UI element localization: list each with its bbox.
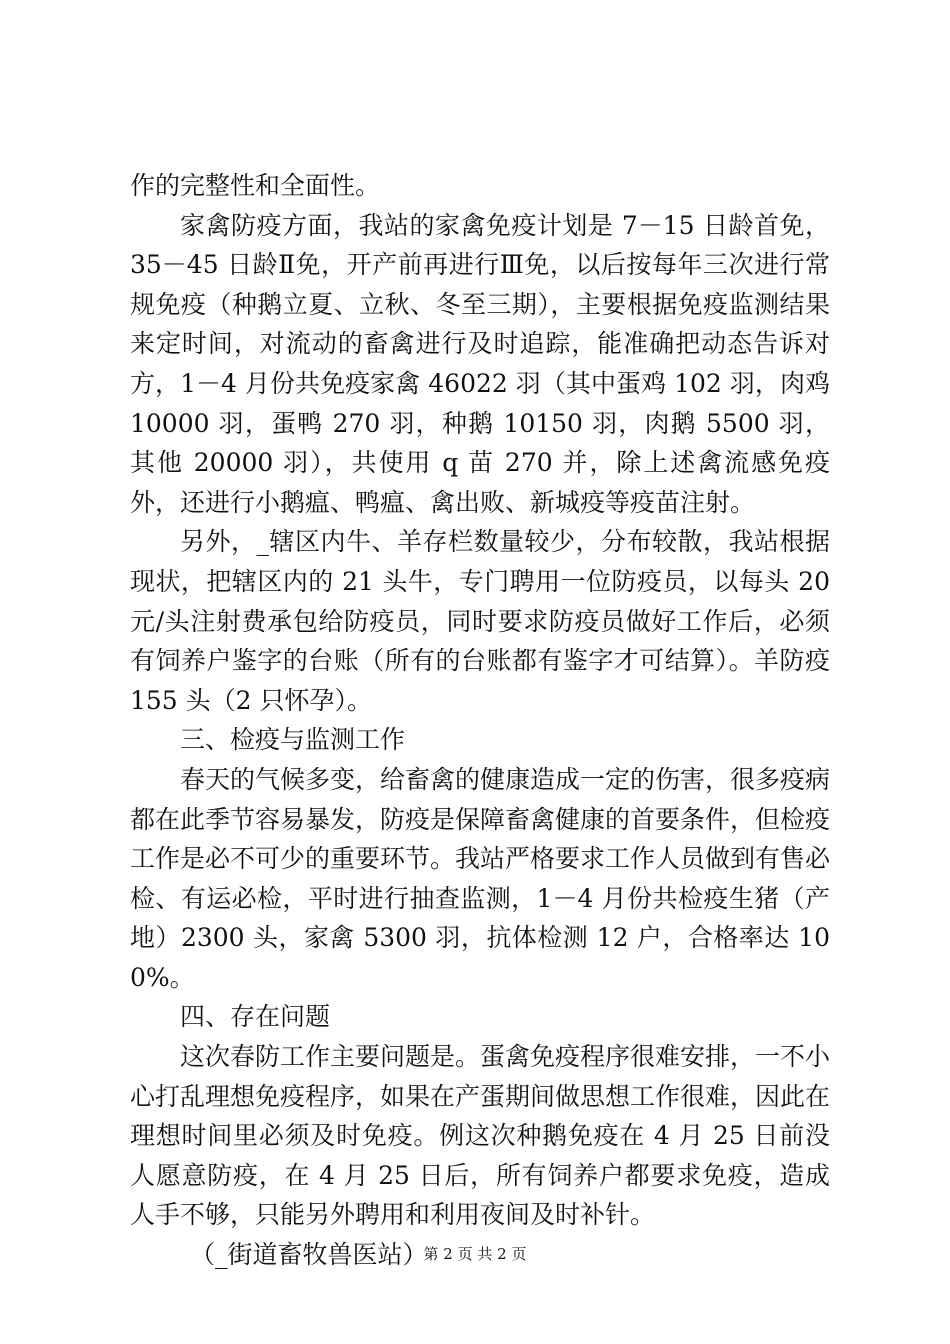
document-body <box>130 166 830 1275</box>
paragraph-cattle-sheep: 另外，_辖区内牛、羊存栏数量较少，分布较散，我站根据现状，把辖区内的 21 头牛，专门聘用一位防疫员，以每头 20 元/头注射费承包给防疫员，同时要求防疫员做好工作后，必须有饲养户鉴字的台账（所有的台账都有鉴字才可结算）。羊防疫 155 头（2 只怀孕）。 <box>130 527 830 715</box>
paragraph-inspection: 春天的气候多变，给畜禽的健康造成一定的伤害，很多疫病都在此季节容易暴发，防疫是保障畜禽健康的首要条件，但检疫工作是必不可少的重要环节。我站严格要求工作人员做到有售必检、有运必检，平时进行抽查监测，1－4 月份共检疫生猪（产地）2300 头，家禽 5300 羽，抗体检测 12 户，合格率达 100%。 <box>130 764 831 992</box>
paragraph-continuation: 作的完整性和全面性。 <box>130 171 381 200</box>
paragraph-problems: 这次春防工作主要问题是。蛋禽免疫程序很难安排，一不小心打乱理想免疫程序，如果在产蛋期间做思想工作很难，因此在理想时间里必须及时免疫。例这次种鹅免疫在 4 月 25 日前没人愿意防疫，在 4 月 25 日后，所有饲养户都要求免疫，造成人手不够，只能另外聘用和利用夜间及时补针。 <box>130 1042 831 1230</box>
section-heading-inspection: 三、检疫与监测工作 <box>180 725 406 755</box>
section-heading-problems: 四、存在问题 <box>180 1002 331 1032</box>
signature-line: （_街道畜牧兽医站） <box>190 1240 428 1270</box>
page-footer: 第 2 页 共 2 页 <box>423 1245 527 1263</box>
paragraph-poultry-immunization: 家禽防疫方面，我站的家禽免疫计划是 7－15 日龄首免，35－45 日龄Ⅱ免，开产前再进行Ⅲ免，以后按每年三次进行常规免疫（种鹅立夏、立秋、冬至三期），主要根据免疫监测结果来定时间，对流动的畜禽进行及时追踪，能准确把动态告诉对方，1－4 月份共免疫家禽 46022 羽（其中蛋鸡 102 羽，肉鸡 10000 羽，蛋鸭 270 羽，种鹅 10150 羽，肉鹅 5500 羽，其他 20000 羽），共使用 q 苗 270 并，除上述禽流感免疫外，还进行小鹅瘟、鸭瘟、禽出败、新城疫等疫苗注射。 <box>130 210 830 517</box>
